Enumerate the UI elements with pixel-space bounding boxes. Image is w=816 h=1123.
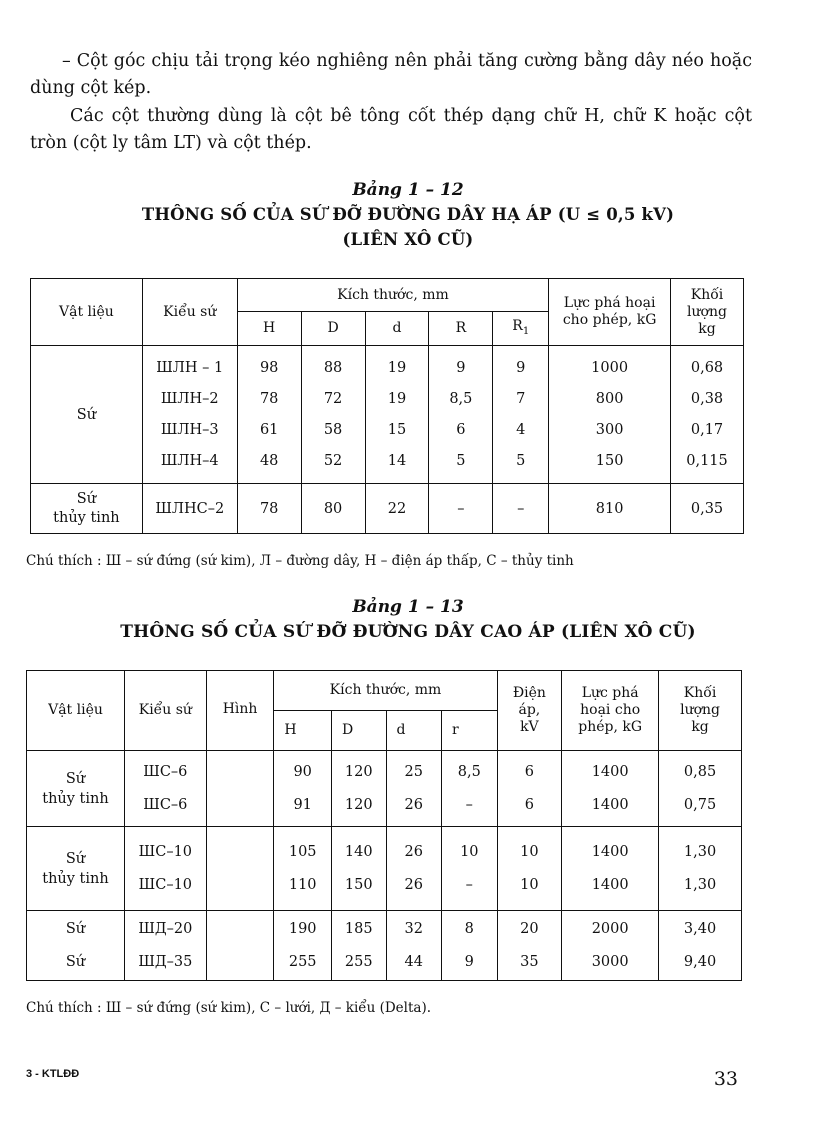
table13-cell: ШД–20 [138,920,193,937]
table13-cell: 91 [293,796,312,813]
table13-cell: 120 [344,763,373,780]
table12-header-d: d [365,312,429,346]
table13-cell: 150 [344,876,373,893]
table12-cell: 52 [323,452,343,469]
table13-cell: 1400 [591,843,629,860]
table13-cell: 0,85 [683,763,717,780]
table12-title-line1: THÔNG SỐ CỦA SỨ ĐỠ ĐƯỜNG DÂY HẠ ÁP (U ≤ 0,5 kV) [141,205,675,224]
table12-header-R1-text: R [512,317,523,334]
table13-col-type [124,911,206,981]
table12-cell: 0,38 [690,390,724,407]
table13-cell: 6 [524,763,534,780]
table12-cell: 9 [516,359,526,376]
table12-cell: 0,35 [671,484,744,534]
table13-cell: ШС–10 [138,843,193,860]
table13-cell: 20 [520,920,539,937]
intro-paragraph-1 [30,48,752,102]
table13-header-force-line1: Lực phá [581,685,639,701]
page-number: 33 [713,1068,738,1090]
table13-header-mass-line3: kg [691,719,709,735]
table12-cell: 150 [595,452,624,469]
table13-col-force [562,827,659,911]
table13-col-shape [206,911,274,981]
table13-cell: 105 [288,843,317,860]
table12-cell: ШЛН–4 [160,452,219,469]
table12-header-force-line2: cho phép, kG [562,312,657,328]
table13-cell: Sứ [65,920,86,937]
table13-cell: 0,75 [683,796,717,813]
table13-cell: 6 [524,796,534,813]
table13-cell: 35 [520,953,539,970]
table13-cell: 9 [464,953,474,970]
table12-cell: 88 [323,359,343,376]
table12-cell: thủy tinh [53,509,120,526]
table13-cell: 3000 [591,953,629,970]
table12-cell: 6 [456,421,466,438]
table13-col-D [331,751,386,827]
table13-col-mass [659,911,742,981]
table12-header-mass-line3: kg [698,320,716,337]
table12-col-type [142,346,237,484]
footer-chapter-code: 3 - KTLĐĐ [26,1068,80,1080]
table12-cell: 0,115 [686,452,728,469]
table12-cell: ШЛН–2 [160,390,219,407]
table12-cell: – [493,484,549,534]
table12-header-force [549,279,671,346]
table12-header-H: H [237,312,301,346]
table13-header-material: Vật liệu [27,671,125,751]
table13-col-mass [659,751,742,827]
table12-cell: 4 [516,421,526,438]
table13-cell: 255 [344,953,373,970]
table13-cell: 1400 [591,876,629,893]
table13-col-force [562,911,659,981]
table13-col-d [386,827,442,911]
table13-header-shape: Hình [206,671,274,751]
table12-cell: 61 [259,421,279,438]
table13-cell: ШС–10 [138,876,193,893]
table13-col-D [331,911,386,981]
table13-cell: Sứ [65,953,86,970]
table12-col-R [429,346,493,484]
table12 [30,278,744,534]
table13-col-D [331,827,386,911]
table13-cell: ШД–35 [138,953,193,970]
table13-cell: ШС–6 [143,763,188,780]
table13-col-voltage [497,751,562,827]
table13-cell: 8,5 [457,763,481,780]
table12-cell: 72 [323,390,343,407]
table12-cell: 7 [516,390,526,407]
table12-cell: Sứ [76,490,97,507]
table13-cell: 32 [404,920,423,937]
table12-cell: 78 [259,390,279,407]
table13-cell: 9,40 [683,953,717,970]
intro-paragraph-1-text: – Cột góc chịu tải trọng kéo nghiêng nên phải tăng cường bằng dây néo hoặc dùng cột kép. [30,51,752,98]
table12-cell: 5 [516,452,526,469]
table12-col-D [301,346,365,484]
table13-col-type [124,827,206,911]
table13-cell: 1,30 [683,876,717,893]
table13-col-r [442,911,498,981]
table12-cell: 80 [301,484,365,534]
table12-header-mass-line1: Khối [690,286,724,303]
table13-header-dimensions: Kích thước, mm [274,671,497,711]
table12-cell: 0,17 [690,421,724,438]
table13-col-shape [206,827,274,911]
table13-col-material [27,911,125,981]
table12-header-R: R [429,312,493,346]
table13-col-d [386,751,442,827]
table13-header-mass-line1: Khối [683,685,717,701]
table12-cell: 5 [456,452,466,469]
table12-header-type: Kiểu sứ [142,279,237,346]
table13-cell: 185 [344,920,373,937]
table13-note: Chú thích : Ш – sứ đứng (sứ kim), С – lưới, Д – kiểu (Delta). [26,1000,432,1016]
table13-header-D: D [331,711,386,751]
table12-header-D: D [301,312,365,346]
table12-cell: 98 [259,359,279,376]
table12-header-R1: $R_1$ [493,312,549,346]
table13-header-voltage-line2: áp, [518,702,541,718]
table13-col-voltage [497,827,562,911]
table13-col-H [274,827,332,911]
table13-header-mass [659,671,742,751]
table13-header-force-line3: phép, kG [578,719,643,735]
table13-cell: – [465,876,473,893]
table12-cell: 8,5 [449,390,473,407]
table13-header-type: Kiểu sứ [124,671,206,751]
table13-header-voltage-line1: Điện [512,685,546,701]
table13-label: Bảng 1 – 13 [352,597,464,617]
table13-cell: 25 [404,763,423,780]
table12-header-mass-line2: lượng [687,303,727,320]
table12-cell: 0,68 [690,359,724,376]
table13-cell: thủy tinh [42,870,109,887]
table13-cell: Sứ [65,850,86,867]
table12-cell-material-2 [31,484,143,534]
table12-cell: 300 [595,421,624,438]
table12-col-H [237,346,301,484]
table12-note: Chú thích : Ш – sứ đứng (sứ kim), Л – đường dây, Н – điện áp thấp, С – thủy tinh [26,553,574,569]
table12-cell: 14 [387,452,407,469]
table13-cell: 8 [464,920,474,937]
table13-cell: 10 [520,876,539,893]
table13-col-H [274,911,332,981]
table13-header-voltage-line3: kV [520,719,539,735]
table13-col-mass [659,827,742,911]
table12-cell: 19 [387,390,407,407]
table13-header-force [562,671,659,751]
table12-cell: 48 [259,452,279,469]
table13-header-r: r [442,711,498,751]
table13-cell: 3,40 [683,920,717,937]
table13-cell: 26 [404,876,423,893]
table13-cell: – [465,796,473,813]
table12-label: Bảng 1 – 12 [352,180,464,200]
table13-col-shape [206,751,274,827]
table12-cell: 9 [456,359,466,376]
table13-header-voltage [497,671,562,751]
table13-cell: 1400 [591,763,629,780]
table12-cell: ШЛНС–2 [142,484,237,534]
table13-title: THÔNG SỐ CỦA SỨ ĐỠ ĐƯỜNG DÂY CAO ÁP (LIÊN XÔ CŨ) [120,622,696,642]
table13-cell-material-1 [27,751,125,827]
table13 [26,670,742,981]
table12-cell: 22 [365,484,429,534]
table13-col-type [124,751,206,827]
table13-col-H [274,751,332,827]
table12-cell: – [429,484,493,534]
table13-col-voltage [497,911,562,981]
table13-cell: 140 [344,843,373,860]
table13-cell: 255 [288,953,317,970]
table12-cell: 810 [549,484,671,534]
table12-cell: ШЛН – 1 [156,359,224,376]
table13-cell: 120 [344,796,373,813]
table13-cell: Sứ [65,770,86,787]
table13-cell: 2000 [591,920,629,937]
table12-cell: 19 [387,359,407,376]
table12-cell: 800 [595,390,624,407]
table13-col-r [442,751,498,827]
table13-cell: 10 [520,843,539,860]
table13-cell: 10 [460,843,479,860]
table12-col-force [549,346,671,484]
table13-cell: 44 [404,953,423,970]
table13-cell: 26 [404,843,423,860]
table12-header-material: Vật liệu [31,279,143,346]
table13-cell: 190 [288,920,317,937]
table12-cell: 15 [387,421,407,438]
intro-paragraph-2 [30,103,752,157]
intro-paragraph-2-text: Các cột thường dùng là cột bê tông cốt thép dạng chữ H, chữ K hoặc cột tròn (cột ly tâm LT) và cột thép. [30,106,752,153]
table12-header-force-line1: Lực phá hoại [563,295,656,311]
table13-cell: ШС–6 [143,796,188,813]
table12-col-d [365,346,429,484]
table13-header-H: H [274,711,332,751]
table13-cell-material-2 [27,827,125,911]
table13-cell: 110 [288,876,317,893]
table13-cell: 1,30 [683,843,717,860]
table13-header-mass-line2: lượng [680,702,721,718]
table13-cell: 90 [293,763,312,780]
table13-header-d: d [386,711,442,751]
table12-cell: 1000 [591,359,629,376]
table13-col-d [386,911,442,981]
table13-cell: 26 [404,796,423,813]
table13-cell: thủy tinh [42,790,109,807]
table13-col-r [442,827,498,911]
table12-header-dimensions: Kích thước, mm [237,279,548,312]
table12-title-line2: (LIÊN XÔ CŨ) [342,230,474,249]
table12-col-R1 [493,346,549,484]
table12-cell: 78 [237,484,301,534]
table12-cell-material: Sứ [31,346,143,484]
table12-col-mass [671,346,744,484]
table13-cell: 1400 [591,796,629,813]
table13-header-force-line2: hoại cho [580,702,641,718]
table12-cell: 58 [323,421,343,438]
table12-header-mass [671,279,744,346]
table13-col-force [562,751,659,827]
table12-cell: ШЛН–3 [160,421,219,438]
